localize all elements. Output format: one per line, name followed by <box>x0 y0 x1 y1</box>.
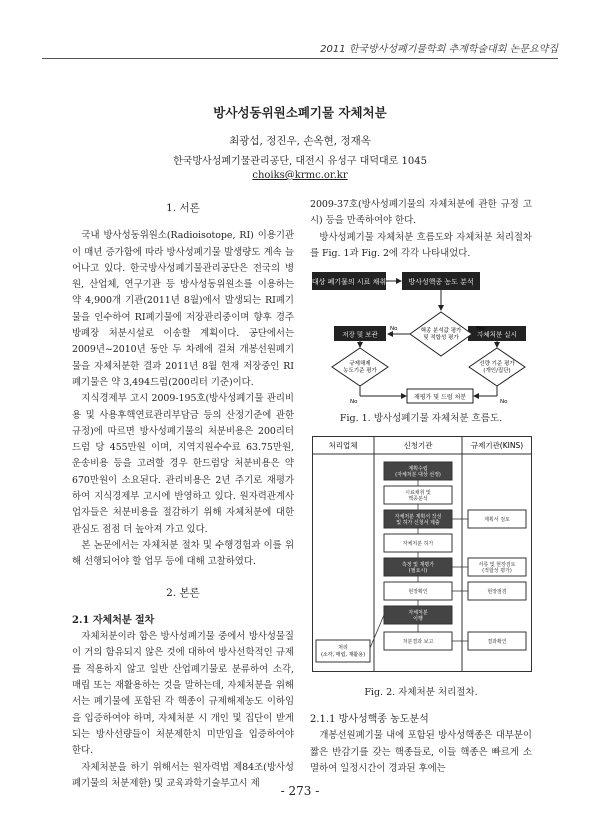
fig2-step-1-label: 계획수립 <box>408 466 428 472</box>
subsection-2-1-1-title: 2.1.1 방사성핵종 농도분석 <box>310 714 429 725</box>
section-1-title: 1. 서론 <box>166 202 200 214</box>
fig2-step-4-label: 자체처분 허가 <box>402 541 434 547</box>
fig2-step-5-label: 측정 및 재평가 <box>401 562 435 568</box>
fig1-analysis-label: 방사성핵종 농도 분석 <box>408 278 474 286</box>
fig2-reg-step-2-label: 서류 및 현장검토 <box>478 562 516 568</box>
fig1-d3-line2: (개인/집단) <box>483 368 511 374</box>
fig2-vendor-label: 처리 (소각, 매립, 재활용) <box>320 645 366 658</box>
fig2-step-6-label: 현장확인 <box>408 589 428 595</box>
fig2-step-7-label: 이행 <box>413 616 423 622</box>
fig1-selfdisposal-label: 자체처분 실시 <box>477 330 517 339</box>
fig2-col-vendor: 처리업체 <box>328 441 358 450</box>
fig2-step-2-label: 시료채취 및 <box>405 490 431 496</box>
fig2-step-8-label: 처분결과 보고 <box>402 639 434 645</box>
intro-paragraph-3: 본 논문에서는 자체처분 절차 및 수행경험과 이를 위해 선행되어야 할 업무 등에 대해 고찰하였다. <box>72 539 294 568</box>
header-rule <box>42 58 558 59</box>
fig1-d3-line1: 선량 기준 평가 <box>479 361 515 367</box>
paper-authors: 최광섭, 정진우, 손옥현, 정재옥 <box>229 135 371 147</box>
fig1-diamond-1 <box>332 348 388 386</box>
intro-paragraph-1: 국내 방사성동위원소(Radioisotope, RI) 이용기관이 매년 증가함에 따라 방사성폐기물 발생량도 계속 늘어나고 있다. 한국방사성폐기물관리공단은 전국의 병원, 산업체, 연구기관 등 방사성동위원소를 이용하는 약 4,900개 기관(2011년 8월)에서 발생되는 RI폐기물을 인수하여 RI폐기물에 저장관리중이며 향후 경주 방폐장 처분시설로 이송할 계획이다. 공단에서는 2009년~2010년 동안 두 차례에 걸쳐 개봉선원폐기물을 자체처분한 결과 2011년 8월 현재 저장중인 RI폐기물은 약 3,494드럼(200리터 기준)이다. <box>72 230 294 388</box>
fig2-reg-step-2-label: (적합성 평가) <box>482 568 512 574</box>
body-paragraph-2: 자체처분을 하기 위해서는 원자력법 제84조(방사성폐기물의 처분제한) 및 교육과학기술부고시 제 <box>72 761 294 789</box>
fig2-reg-step-3-label: 현장점검 <box>487 589 507 595</box>
figure-2-caption: Fig. 2. 자체처분 처리절차. <box>364 687 478 698</box>
right-paragraph-3: 개봉선원폐기물 내에 포함된 방사성핵종은 대부분이 짧은 반감기를 갖는 핵종들로, 이들 핵종은 빠르게 소멸하여 일정시간이 경과된 후에는 <box>310 730 532 774</box>
section-2-title: 2. 본론 <box>166 586 200 599</box>
fig2-col-regulator: 규제기관(KINS) <box>470 441 524 450</box>
fig2-step-1-label: (자체처분 대상 선정) <box>395 472 441 478</box>
fig1-yes-label: Yes <box>476 326 485 332</box>
paper-title: 방사성동위원소폐기물 자체처분 <box>213 105 387 120</box>
author-email[interactable]: choiks@krmc.or.kr <box>252 170 348 181</box>
figure-1-caption: Fig. 1. 방사성폐기물 자체처분 흐름도. <box>339 413 503 424</box>
fig1-no-label-1: No <box>350 399 358 405</box>
fig2-step-3-label: 자체처분 계획서 작성 <box>394 514 442 520</box>
fig1-no-label-2: No <box>390 326 398 332</box>
right-paragraph-1: 2009-37호(방사성폐기물의 자체처분에 관한 규정 고시) 등을 만족하여야 한다. <box>310 199 532 227</box>
fig2-step-7-label: 자체처분 <box>408 610 428 616</box>
figure-2-procedure <box>312 436 532 672</box>
fig1-d2-line1: 핵종 분석값 평가 <box>420 328 462 334</box>
fig1-redisposal-label: 재평가 및 드럼 처분 <box>413 394 467 401</box>
page-number: - 273 - <box>280 784 320 798</box>
fig2-step-3-label: 및 허가 신청서 제출 <box>396 520 440 526</box>
paper-affiliation: 한국방사성폐기물관리공단, 대전시 유성구 대덕대로 1045 <box>173 156 427 167</box>
fig1-d1-line2: 농도기준 평가 <box>343 368 377 374</box>
fig1-d2-line2: 및 적합성 평가 <box>423 335 459 341</box>
fig1-d1-line1: 규제해제 <box>349 361 371 367</box>
figure-1-flowchart <box>310 268 532 408</box>
fig2-vendor-box <box>316 640 370 662</box>
intro-paragraph-2: 지식경제부 고시 2009-195호(방사성폐기물 관리비용 및 사용후핵연료관리부담금 등의 산정기준에 관한 규정)에 따르면 방사성폐기물의 처분비용은 200리터 드럼 당 455만원 이며, 지역지원수수료 63.75만원, 운송비용 등을 고려할 경우 한드럼당 처분비용은 약 670만원이 소요된다. 관리비용은 2년 주기로 재평가하여 지식경제부 고시에 반영하고 있다. 원자력관계사업자들은 처분비용을 절감하기 위해 자체처분에 대한 관심도 점점 더 높아져 가고 있다. <box>72 393 294 535</box>
fig1-start-label: 대상 폐기물의 시료 채취 <box>311 278 387 286</box>
right-column-top <box>310 197 532 262</box>
right-paragraph-2: 방사성폐기물 자체처분 흐름도와 자체처분 처리절차를 Fig. 1과 Fig. 2에 각각 나타내었다. <box>310 231 532 259</box>
fig1-diamond-3 <box>469 348 525 386</box>
subsection-2-1-title: 2.1 자체처분 절차 <box>72 614 155 626</box>
fig1-storage-label: 저장 및 보관 <box>342 330 378 339</box>
fig1-diamond-2 <box>410 312 472 356</box>
body-paragraph-1: 자체처분이라 함은 방사성폐기물 중에서 방사성물질이 거의 함유되지 않은 것에 대하여 방사선학적인 규제를 적용하지 않고 일반 산업폐기물로 분류하여 소각, 매립 또는 재활용하는 것을 말하는데, 자체처분을 위해서는 폐기물에 포함된 각 핵종이 규제해제농도 이하임을 입증하여야 하며, 자체처분 시 개인 및 집단이 받게 되는 방사선량들이 처분제한치 미만임을 입증하여야 한다. <box>72 631 294 757</box>
fig2-step-5-label: (필요시) <box>408 568 428 574</box>
right-column-bottom <box>310 712 532 777</box>
fig2-step-2-label: 핵종분석 <box>408 496 428 502</box>
fig1-no-label-3: No <box>500 399 508 405</box>
fig2-reg-step-1-label: 계획서 검토 <box>484 517 510 523</box>
fig2-col-applicant: 신청기관 <box>403 441 433 450</box>
left-column <box>72 200 294 792</box>
fig2-reg-step-4-label: 결과확인 <box>487 639 507 645</box>
running-header: 2011 한국방사성폐기물학회 추계학술대회 논문요약집 <box>320 44 558 55</box>
